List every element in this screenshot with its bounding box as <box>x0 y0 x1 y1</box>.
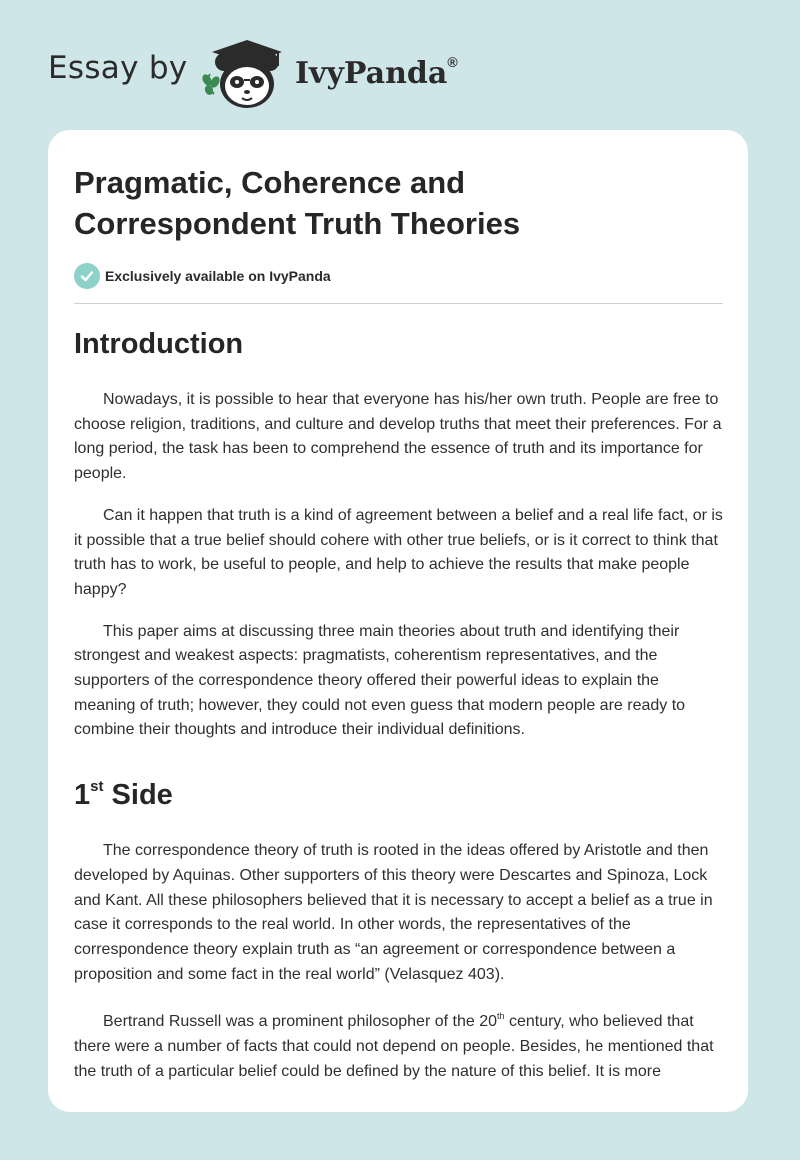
exclusive-badge-text: Exclusively available on IvyPanda <box>105 268 331 284</box>
side-paragraph <box>74 1004 724 1084</box>
page-title: Pragmatic, Coherence and Correspondent Truth Theories <box>74 165 521 241</box>
century-suffix: th <box>497 1011 505 1022</box>
intro-paragraph: Can it happen that truth is a kind of agreement between a belief and a real life fact, or is it possible that a true belief should cohere with other true beliefs, or is it correct to think that truth has to work, be useful to people, and help to achieve the results that make people happy? <box>74 506 723 598</box>
introduction-heading: Introduction <box>74 328 244 360</box>
exclusive-badge <box>74 263 331 289</box>
side-heading-suffix: st <box>90 778 104 796</box>
essay-body <box>74 322 724 1084</box>
title-divider <box>74 303 723 304</box>
first-side-heading <box>74 765 724 817</box>
side-heading-number: 1 <box>74 779 91 812</box>
side-heading-word: Side <box>111 779 173 812</box>
intro-paragraph: This paper aims at discussing three main theories about truth and identifying their strongest and weakest aspects: pragmatists, coherentism representatives, and the supporters of the correspondence theory offered their powerful ideas to explain the meaning of truth; however, they could not even guess that modern people are ready to combine their thoughts and introduce their individual definitions. <box>74 622 686 739</box>
brand-name[interactable] <box>295 54 458 91</box>
essay-card <box>48 130 748 1112</box>
side-paragraph: The correspondence theory of truth is rooted in the ideas offered by Aristotle and then developed by Aquinas. Other supporters of this theory were Descartes and Spinoza, Lock and Kant. All these philosophers believed that it is necessary to accept a belief as a true in case it corresponds to the real world. In other words, the representatives of the correspondence theory explain truth as “an agreement or correspondence between a proposition and some fact in the real world” (Velasquez 403). <box>74 842 713 983</box>
registered-mark: ® <box>447 54 458 70</box>
essay-by-label: Essay by <box>48 50 188 86</box>
brand-name-text: IvyPanda <box>295 56 448 91</box>
side-paragraph-start: Bertrand Russell was a prominent philosopher of the 20 <box>103 1013 497 1031</box>
side-paragraph-end: century, who believed that there were a number of facts that could not depend on people. Besides, he mentioned that the truth of a particular belief could be defined by the nature of this belief. It is more <box>74 1013 714 1080</box>
check-badge-icon <box>74 263 100 289</box>
intro-paragraph: Nowadays, it is possible to hear that everyone has his/her own truth. People are free to choose religion, traditions, and culture and develop truths that meet their preferences. For a long period, the task has been to comprehend the essence of truth and its importance for people. <box>74 391 722 483</box>
panda-graduate-logo-icon[interactable] <box>202 34 290 110</box>
site-header <box>48 34 748 114</box>
